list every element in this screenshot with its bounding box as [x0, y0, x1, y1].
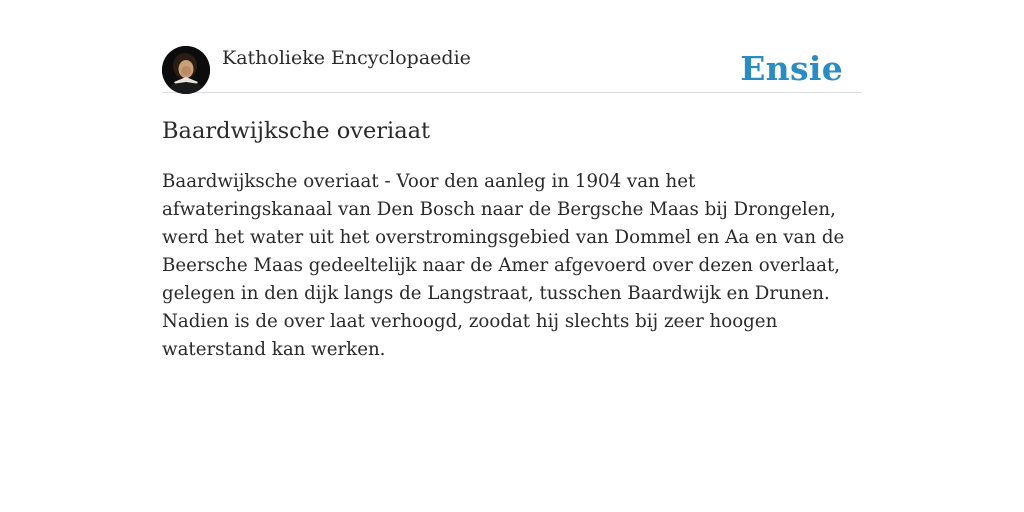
portrait-icon — [162, 46, 210, 94]
article-title: Baardwijksche overiaat — [162, 118, 431, 144]
brand-logo[interactable]: Ensie — [740, 49, 843, 88]
header — [162, 0, 862, 93]
source-title[interactable]: Katholieke Encyclopaedie — [222, 47, 471, 69]
page-container — [162, 0, 862, 360]
avatar[interactable] — [162, 46, 210, 94]
article-body: Baardwijksche overiaat - Voor den aanleg in 1904 van het afwateringskanaal van Den Bosch naar de Bergsche Maas bij Drongelen, werd het water uit het overstromingsgebied van Dommel en Aa en van de Beersche Maas gedeeltelijk naar de Amer afgevoerd over dezen overlaat, gelegen in den dijk langs de Langstraat, tusschen Baardwijk en Drunen. Nadien is de over laat verhoogd, zoodat hij slechts bij zeer hoogen waterstand kan werken. — [162, 171, 845, 360]
